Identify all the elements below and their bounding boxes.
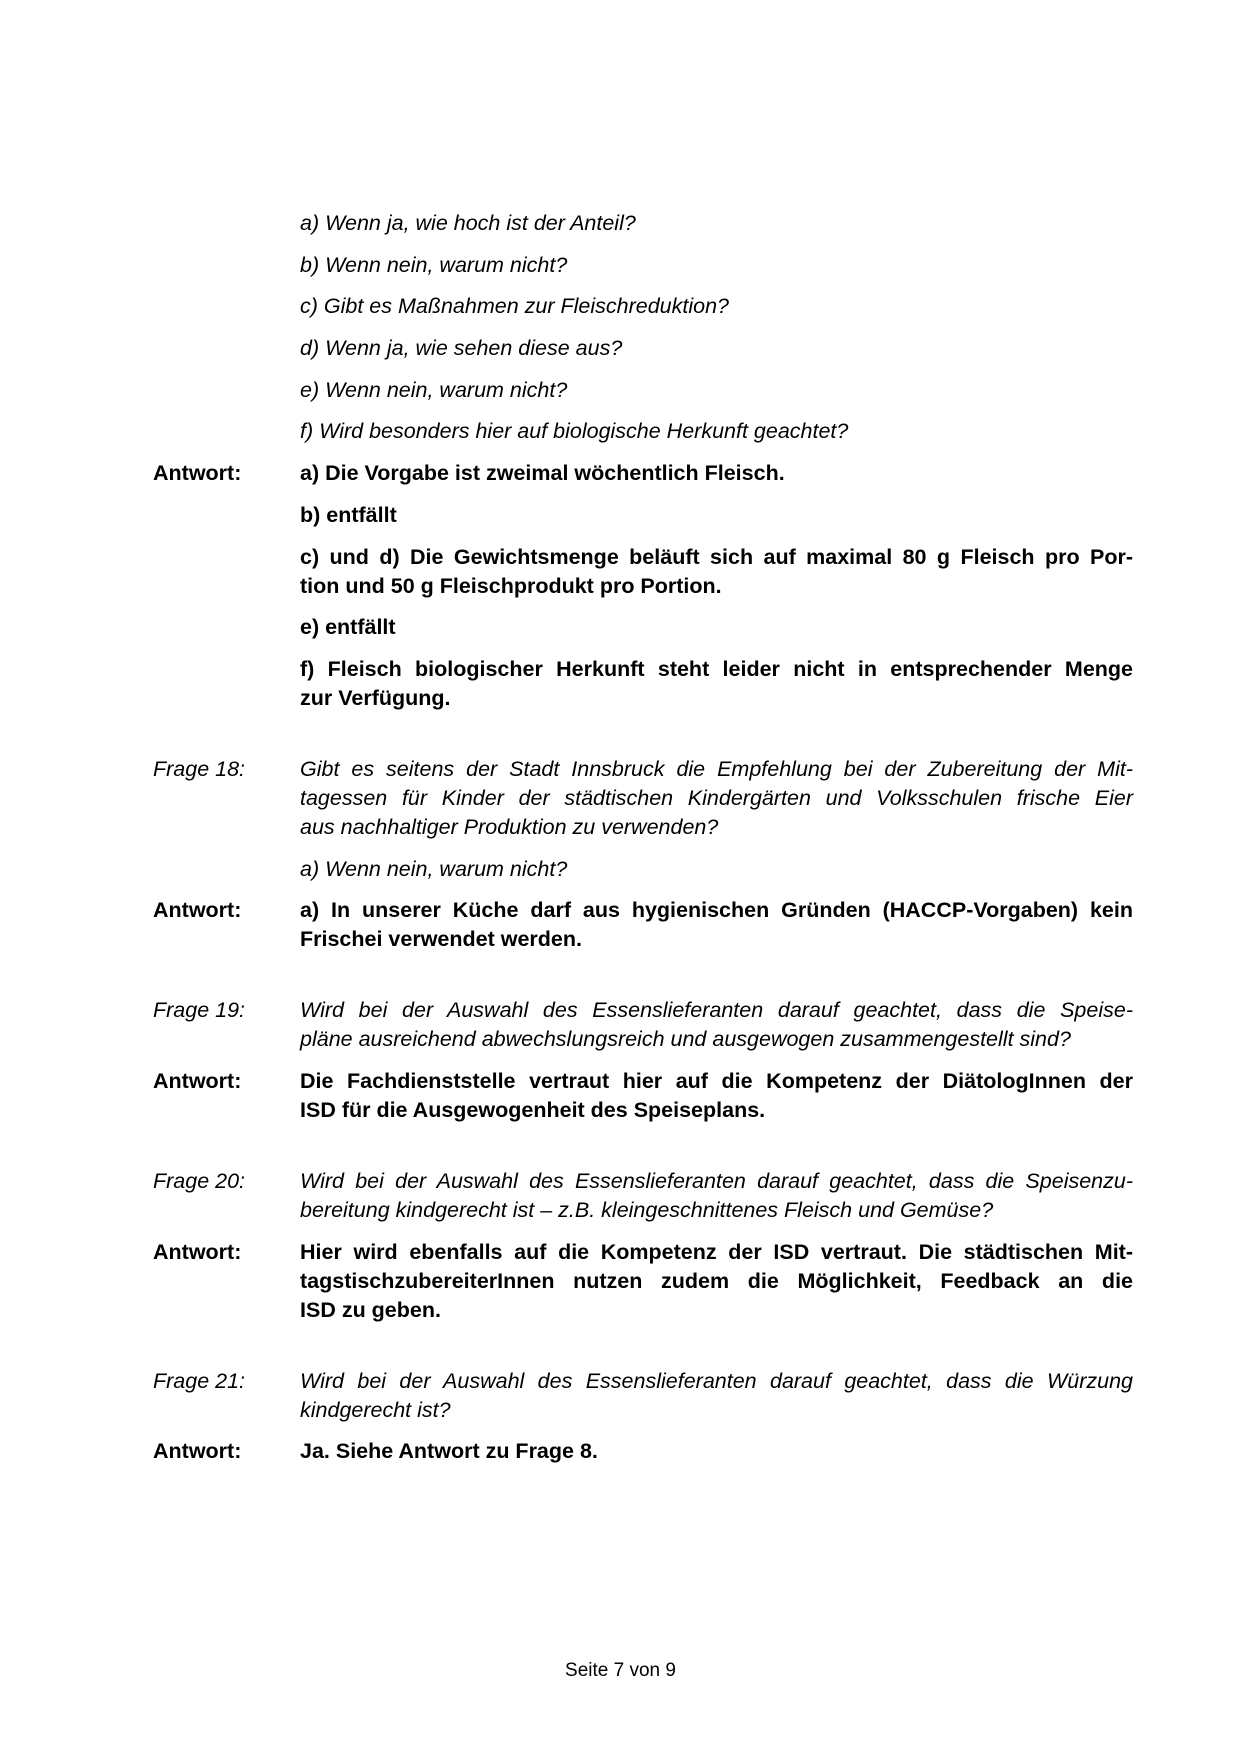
question-label: Frage 21: (153, 1368, 246, 1393)
answer-label (153, 501, 300, 530)
question-row (153, 376, 1133, 405)
text-line: Die Fachdienststelle vertraut hier auf die Kompetenz der DiätologInnen der (300, 1068, 1133, 1093)
text-line: zur Verfügung. (300, 685, 451, 710)
text-line: aus nachhaltiger Produktion zu verwenden? (300, 814, 719, 839)
text-line: Frischei verwendet werden. (300, 927, 582, 952)
answer-label: Antwort: (153, 1439, 242, 1464)
question-label (153, 855, 300, 884)
question-label (153, 417, 300, 446)
question-text (300, 292, 1133, 321)
question-row (153, 292, 1133, 321)
text-line: tagstischzubereiterInnen nutzen zudem die Möglichkeit, Feedback an die (300, 1268, 1133, 1293)
question-text (300, 1167, 1133, 1225)
qa-section (153, 1167, 1133, 1325)
text-line: b) Wenn nein, warum nicht? (300, 252, 568, 277)
answer-label (153, 655, 300, 713)
text-line: Wird bei der Auswahl des Essenslieferanten darauf geachtet, dass die Speise- (300, 998, 1133, 1023)
question-label: Frage 19: (153, 998, 246, 1023)
answer-label (153, 613, 300, 642)
qa-section (153, 996, 1133, 1125)
text-line: kindgerecht ist? (300, 1397, 451, 1422)
answer-label: Antwort: (153, 1068, 242, 1093)
question-label: Frage 20: (153, 1168, 246, 1193)
text-line: c) und d) Die Gewichtsmenge beläuft sich auf maximal 80 g Fleisch pro Por- (300, 544, 1133, 569)
question-text (300, 1367, 1133, 1425)
text-line: c) Gibt es Maßnahmen zur Fleischreduktion? (300, 294, 729, 319)
question-row (153, 755, 1133, 842)
text-line: e) entfällt (300, 615, 396, 640)
text-line: Ja. Siehe Antwort zu Frage 8. (300, 1439, 598, 1464)
question-label (153, 292, 300, 321)
text-line: tagessen für Kinder der städtischen Kindergärten und Volksschulen frische Eier (300, 785, 1133, 810)
question-text (300, 251, 1133, 280)
text-line: f) Fleisch biologischer Herkunft steht leider nicht in entsprechender Menge (300, 656, 1133, 681)
text-line: d) Wenn ja, wie sehen diese aus? (300, 336, 623, 361)
answer-label: Antwort: (153, 461, 242, 486)
question-label (153, 376, 300, 405)
answer-text (300, 896, 1133, 954)
answer-row (153, 1067, 1133, 1125)
text-line: a) Wenn ja, wie hoch ist der Anteil? (300, 211, 636, 235)
answer-row (153, 1437, 1133, 1466)
answer-text (300, 501, 1133, 530)
question-text (300, 376, 1133, 405)
answer-text (300, 1067, 1133, 1125)
text-line: ISD für die Ausgewogenheit des Speiseplans. (300, 1097, 766, 1122)
answer-row (153, 1238, 1133, 1325)
question-text (300, 996, 1133, 1054)
question-label (153, 251, 300, 280)
question-text (300, 755, 1133, 842)
answer-row (153, 501, 1133, 530)
page-number: Seite 7 von 9 (565, 1660, 676, 1681)
text-line: e) Wenn nein, warum nicht? (300, 377, 568, 402)
text-line: pläne ausreichend abwechslungsreich und ausgewogen zusammengestellt sind? (300, 1027, 1071, 1052)
document-body (153, 209, 1133, 1508)
text-line: a) Wenn nein, warum nicht? (300, 856, 568, 881)
question-text (300, 209, 1133, 238)
answer-text (300, 1238, 1133, 1325)
question-text (300, 334, 1133, 363)
answer-label: Antwort: (153, 898, 242, 923)
answer-row (153, 896, 1133, 954)
answer-text (300, 543, 1133, 601)
answer-label (153, 543, 300, 601)
question-text (300, 855, 1133, 884)
answer-text (300, 1437, 1133, 1466)
qa-section (153, 1367, 1133, 1467)
text-line: Wird bei der Auswahl des Essenslieferanten darauf geachtet, dass die Speisenzu- (300, 1168, 1133, 1193)
answer-label: Antwort: (153, 1239, 242, 1264)
answer-row (153, 613, 1133, 642)
text-line: tion und 50 g Fleischprodukt pro Portion. (300, 573, 722, 598)
answer-row (153, 655, 1133, 713)
text-line: f) Wird besonders hier auf biologische Herkunft geachtet? (300, 419, 849, 444)
question-label (153, 209, 300, 238)
question-row (153, 334, 1133, 363)
question-row (153, 1167, 1133, 1225)
question-text (300, 417, 1133, 446)
text-line: Wird bei der Auswahl des Essenslieferanten darauf geachtet, dass die Würzung (300, 1368, 1133, 1393)
question-row (153, 1367, 1133, 1425)
text-line: Hier wird ebenfalls auf die Kompetenz der ISD vertraut. Die städtischen Mit- (300, 1239, 1133, 1264)
text-line: bereitung kindgerecht ist – z.B. kleingeschnittenes Fleisch und Gemüse? (300, 1197, 994, 1222)
question-row (153, 996, 1133, 1054)
question-label: Frage 18: (153, 756, 246, 781)
answer-row (153, 543, 1133, 601)
text-line: a) Die Vorgabe ist zweimal wöchentlich Fleisch. (300, 461, 785, 486)
text-line: Gibt es seitens der Stadt Innsbruck die Empfehlung bei der Zubereitung der Mit- (300, 756, 1133, 781)
answer-text (300, 613, 1133, 642)
answer-row (153, 459, 1133, 488)
question-row (153, 855, 1133, 884)
text-line: ISD zu geben. (300, 1297, 441, 1322)
question-row (153, 251, 1133, 280)
question-label (153, 334, 300, 363)
answer-text (300, 655, 1133, 713)
text-line: a) In unserer Küche darf aus hygienischen Gründen (HACCP-Vorgaben) kein (300, 898, 1133, 923)
question-row (153, 417, 1133, 446)
question-row (153, 209, 1133, 238)
answer-text (300, 459, 1133, 488)
qa-section (153, 755, 1133, 954)
text-line: b) entfällt (300, 502, 397, 527)
qa-section (153, 209, 1133, 713)
